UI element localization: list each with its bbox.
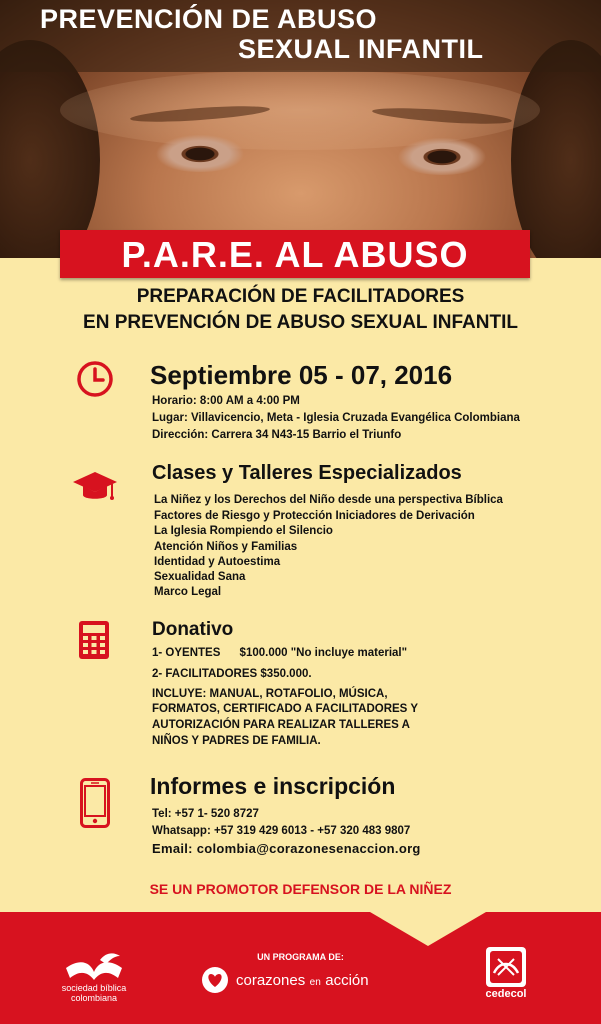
- promoter-slogan: SE UN PROMOTOR DEFENSOR DE LA NIÑEZ: [149, 881, 452, 897]
- accion-word: acción: [325, 972, 369, 989]
- subtitle-line2: EN PREVENCIÓN DE ABUSO SEXUAL INFANTIL: [83, 312, 518, 333]
- footer-notch: [370, 912, 486, 946]
- schedule-time: Horario: 8:00 AM a 4:00 PM: [152, 395, 300, 407]
- contact-title: Informes e inscripción: [150, 773, 396, 799]
- cedecol-text: cedecol: [485, 988, 527, 1000]
- corazones-logo: [236, 972, 369, 990]
- donation-includes: AUTORIZACIÓN PARA REALIZAR TALLERES A: [152, 719, 410, 731]
- donation-title: Donativo: [152, 619, 234, 640]
- graduation-cap-icon: [72, 470, 118, 504]
- class-item: Identidad y Autoestima: [154, 556, 281, 568]
- donation-includes: FORMATOS, CERTIFICADO A FACILITADORES Y: [152, 703, 418, 715]
- class-item: Sexualidad Sana: [154, 571, 246, 583]
- class-item: Atención Niños y Familias: [154, 541, 298, 553]
- sbc-logo-text: [48, 983, 140, 1003]
- donation-includes: NIÑOS Y PADRES DE FAMILIA.: [152, 735, 321, 747]
- hero-eye-left: [150, 132, 250, 172]
- corazones-word: corazones: [236, 972, 306, 989]
- donation-listeners: 1- OYENTES $100.000 "No incluye material": [152, 647, 408, 659]
- schedule-date: Septiembre 05 - 07, 2016: [150, 360, 453, 390]
- hero-hair-left: [0, 40, 100, 258]
- sbc-line1: sociedad bíblica: [61, 983, 127, 993]
- donation-includes: INCLUYE: MANUAL, ROTAFOLIO, MÚSICA,: [152, 688, 388, 700]
- cedecol-logo-box: [486, 947, 526, 987]
- subtitle-line1: PREPARACIÓN DE FACILITADORES: [136, 286, 465, 307]
- class-item: Marco Legal: [154, 586, 222, 598]
- mobile-phone-icon: [80, 778, 110, 828]
- contact-whatsapp: Whatsapp: +57 319 429 6013 - +57 320 483 9807: [152, 825, 411, 837]
- donation-facilitators: 2- FACILITADORES $350.000.: [152, 668, 312, 680]
- contact-phone: Tel: +57 1- 520 8727: [152, 808, 259, 820]
- class-item: La Niñez y los Derechos del Niño desde una perspectiva Bíblica: [154, 494, 503, 506]
- hero-photo: [0, 0, 601, 258]
- hero-title-line2: SEXUAL INFANTIL: [238, 34, 484, 64]
- clock-icon: [76, 360, 114, 398]
- contact-email[interactable]: Email: colombia@corazonesenaccion.org: [152, 841, 421, 856]
- class-item: La Iglesia Rompiendo el Silencio: [154, 525, 333, 537]
- campaign-banner: P.A.R.E. AL ABUSO: [60, 230, 530, 278]
- hero-title-line1: PREVENCIÓN DE ABUSO: [40, 4, 378, 34]
- hero-hair-right: [511, 40, 601, 258]
- classes-title: Clases y Talleres Especializados: [152, 462, 462, 484]
- heart-logo-icon: [200, 965, 230, 995]
- schedule-address: Dirección: Carrera 34 N43-15 Barrio el Triunfo: [152, 429, 402, 441]
- class-item: Factores de Riesgo y Protección Iniciadores de Derivación: [154, 510, 475, 522]
- en-word: en: [309, 977, 321, 988]
- schedule-place: Lugar: Villavicencio, Meta - Iglesia Cruzada Evangélica Colombiana: [152, 412, 520, 424]
- program-label: UN PROGRAMA DE:: [257, 952, 344, 962]
- sbc-line2: colombiana: [70, 993, 118, 1003]
- cedecol-emblem-icon: [486, 947, 526, 987]
- hero-eye-right: [392, 135, 492, 175]
- calculator-icon: [78, 620, 110, 660]
